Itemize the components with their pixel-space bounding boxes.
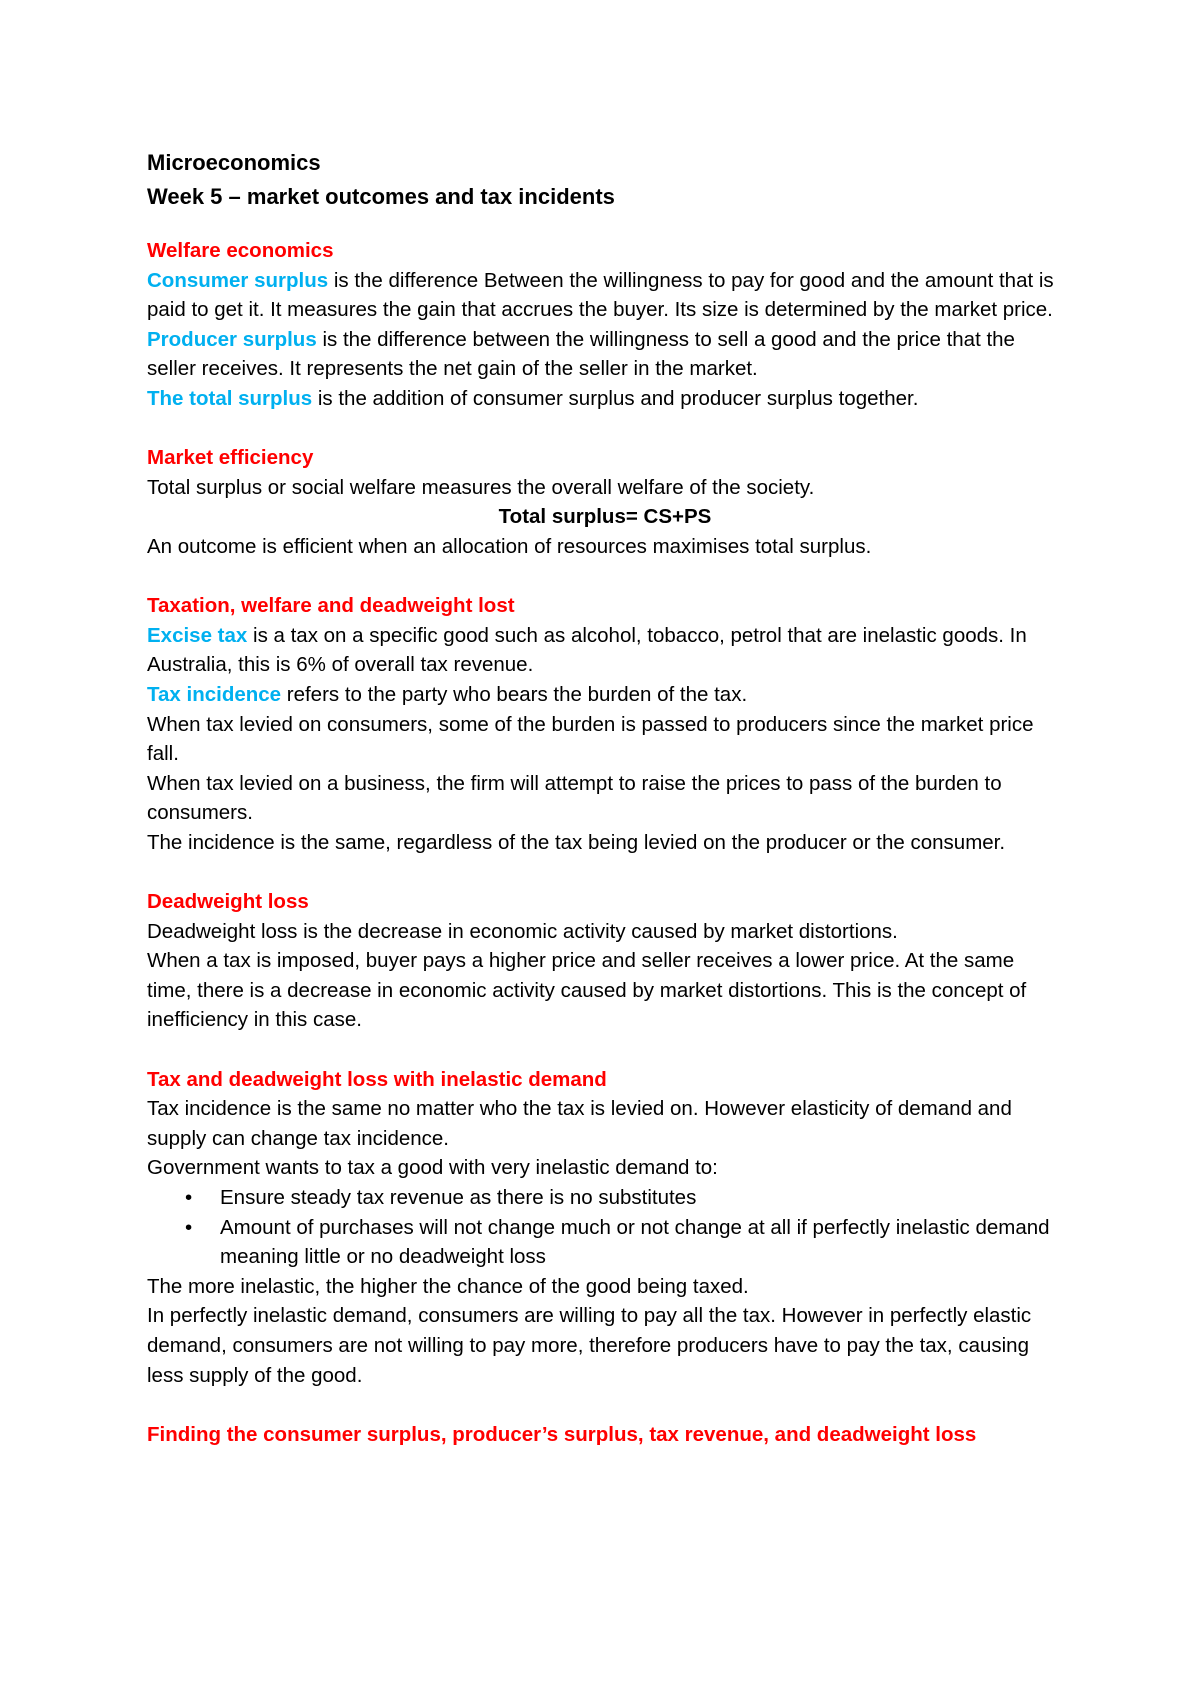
term-excise-tax: Excise tax — [147, 623, 248, 647]
paragraph-deadweight-2: When a tax is imposed, buyer pays a higher price and seller receives a lower price. At the same time, there is a decrease in economic activity caused by market distortions. This is the concept of inefficiency in this case. — [147, 949, 1027, 1032]
term-tax-incidence: Tax incidence — [147, 682, 282, 706]
document-page — [147, 146, 1063, 1449]
section-heading-taxation: Taxation, welfare and deadweight lost — [147, 594, 515, 618]
text-excise-tax: is a tax on a specific good such as alcohol, tobacco, petrol that are inelastic goods. In Australia, this is 6% of overall tax revenue. — [147, 623, 1027, 677]
bullet-icon: • — [185, 1186, 193, 1209]
formula-total-surplus: Total surplus= CS+PS — [498, 505, 712, 529]
list-item-text: Amount of purchases will not change much or not change at all if perfectly inelastic demand meaning little or no deadweight loss — [220, 1215, 1050, 1269]
document-title: Microeconomics — [147, 150, 321, 175]
paragraph-total-surplus — [147, 384, 1063, 414]
spacer — [147, 414, 1063, 444]
paragraph-deadweight-1: Deadweight loss is the decrease in economic activity caused by market distortions. — [147, 919, 898, 943]
paragraph-excise-tax — [147, 621, 1063, 680]
spacer — [147, 857, 1063, 887]
section-heading-efficiency: Market efficiency — [147, 446, 314, 470]
spacer — [147, 1390, 1063, 1420]
spacer — [147, 1035, 1063, 1065]
text-total-surplus: is the addition of consumer surplus and producer surplus together. — [312, 386, 919, 410]
paragraph-tax-incidence — [147, 680, 1063, 710]
section-heading-deadweight: Deadweight loss — [147, 890, 309, 914]
paragraph-producer-surplus — [147, 325, 1063, 384]
text-producer-surplus: is the difference between the willingness to sell a good and the price that the seller receives. It represents the net gain of the seller in the market. — [147, 327, 1015, 381]
spacer — [147, 562, 1063, 592]
bullet-icon: • — [185, 1215, 193, 1239]
paragraph-taxation-1: When tax levied on consumers, some of the burden is passed to producers since the market price fall. — [147, 712, 1034, 766]
term-producer-surplus: Producer surplus — [147, 327, 317, 351]
document-subtitle: Week 5 – market outcomes and tax incidents — [147, 184, 615, 209]
list-item — [147, 1213, 1063, 1272]
section-heading-finding: Finding the consumer surplus, producer’s surplus, tax revenue, and deadweight loss — [147, 1422, 977, 1446]
list-item — [147, 1183, 1063, 1213]
paragraph-consumer-surplus — [147, 266, 1063, 325]
text-tax-incidence: refers to the party who bears the burden of the tax. — [281, 682, 748, 706]
paragraph-inelastic-4: In perfectly inelastic demand, consumers are willing to pay all the tax. However in perfectly elastic demand, consumers are not willing to pay more, therefore producers have to pay the tax, causing less supply of the good. — [147, 1304, 1032, 1387]
paragraph-inelastic-2: Government wants to tax a good with very inelastic demand to: — [147, 1156, 718, 1180]
term-consumer-surplus: Consumer surplus — [147, 268, 329, 292]
paragraph-inelastic-3: The more inelastic, the higher the chance of the good being taxed. — [147, 1274, 749, 1298]
term-total-surplus: The total surplus — [147, 386, 313, 410]
list-item-text: Ensure steady tax revenue as there is no substitutes — [220, 1186, 697, 1209]
bullet-list — [147, 1183, 1063, 1272]
paragraph-taxation-3: The incidence is the same, regardless of the tax being levied on the producer or the consumer. — [147, 830, 1006, 854]
paragraph-efficiency-1: Total surplus or social welfare measures the overall welfare of the society. — [147, 475, 815, 499]
section-heading-inelastic: Tax and deadweight loss with inelastic demand — [147, 1067, 607, 1091]
section-heading-welfare: Welfare economics — [147, 239, 334, 262]
text-consumer-surplus: is the difference Between the willingness to pay for good and the amount that is paid to get it. It measures the gain that accrues the buyer. Its size is determined by the market price. — [147, 268, 1054, 322]
paragraph-inelastic-1: Tax incidence is the same no matter who the tax is levied on. However elasticity of demand and supply can change tax incidence. — [147, 1097, 1012, 1150]
paragraph-taxation-2: When tax levied on a business, the firm will attempt to raise the prices to pass of the burden to consumers. — [147, 771, 1002, 825]
spacer — [147, 214, 1063, 236]
paragraph-efficiency-2: An outcome is efficient when an allocation of resources maximises total surplus. — [147, 534, 872, 558]
